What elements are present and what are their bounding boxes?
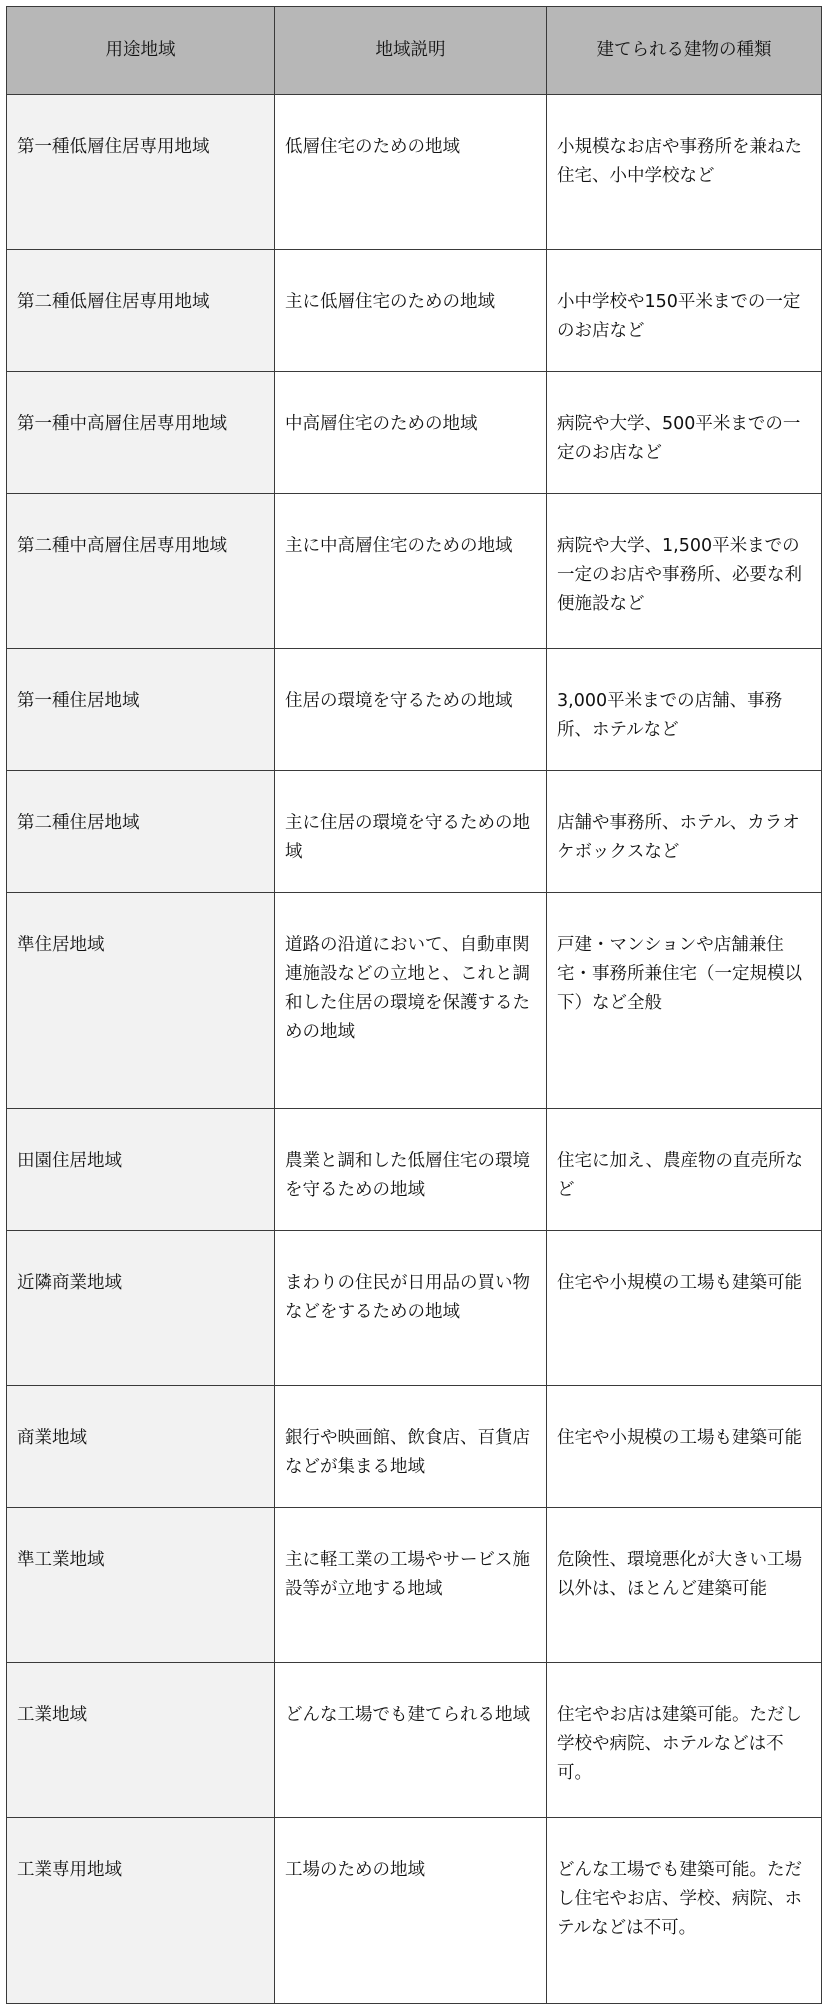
table-row	[7, 1386, 822, 1508]
table-row	[7, 1663, 822, 1818]
header-buildings: 建てられる建物の種類	[547, 7, 822, 95]
zone-cell: 第一種中高層住居専用地域	[7, 372, 275, 494]
description-cell: 住居の環境を守るための地域	[275, 649, 547, 771]
buildings-cell: 小中学校や150平米までの一定のお店など	[547, 250, 822, 372]
zone-cell: 商業地域	[7, 1386, 275, 1508]
description-cell: 中高層住宅のための地域	[275, 372, 547, 494]
description-cell: まわりの住民が日用品の買い物などをするための地域	[275, 1231, 547, 1386]
zoning-table	[6, 6, 822, 2004]
buildings-cell: 住宅や小規模の工場も建築可能	[547, 1231, 822, 1386]
table-row	[7, 372, 822, 494]
table-row	[7, 95, 822, 250]
buildings-cell: どんな工場でも建築可能。ただし住宅やお店、学校、病院、ホテルなどは不可。	[547, 1818, 822, 2004]
header-zone: 用途地域	[7, 7, 275, 95]
table-row	[7, 893, 822, 1109]
zone-cell: 近隣商業地域	[7, 1231, 275, 1386]
table-row	[7, 250, 822, 372]
description-cell: 主に低層住宅のための地域	[275, 250, 547, 372]
zone-cell: 田園住居地域	[7, 1109, 275, 1231]
buildings-cell: 3,000平米までの店舗、事務所、ホテルなど	[547, 649, 822, 771]
description-cell: 主に中高層住宅のための地域	[275, 494, 547, 649]
buildings-cell: 住宅に加え、農産物の直売所など	[547, 1109, 822, 1231]
table-row	[7, 771, 822, 893]
description-cell: どんな工場でも建てられる地域	[275, 1663, 547, 1818]
buildings-cell: 住宅や小規模の工場も建築可能	[547, 1386, 822, 1508]
table-row	[7, 494, 822, 649]
description-cell: 主に軽工業の工場やサービス施設等が立地する地域	[275, 1508, 547, 1663]
buildings-cell: 病院や大学、1,500平米までの一定のお店や事務所、必要な利便施設など	[547, 494, 822, 649]
description-cell: 低層住宅のための地域	[275, 95, 547, 250]
description-cell: 農業と調和した低層住宅の環境を守るための地域	[275, 1109, 547, 1231]
zone-cell: 工業地域	[7, 1663, 275, 1818]
table-row	[7, 1818, 822, 2004]
header-description: 地域説明	[275, 7, 547, 95]
table-row	[7, 1508, 822, 1663]
description-cell: 銀行や映画館、飲食店、百貨店などが集まる地域	[275, 1386, 547, 1508]
buildings-cell: 小規模なお店や事務所を兼ねた住宅、小中学校など	[547, 95, 822, 250]
zone-cell: 第一種住居地域	[7, 649, 275, 771]
zone-cell: 準住居地域	[7, 893, 275, 1109]
buildings-cell: 住宅やお店は建築可能。ただし学校や病院、ホテルなどは不可。	[547, 1663, 822, 1818]
zone-cell: 第二種低層住居専用地域	[7, 250, 275, 372]
description-cell: 工場のための地域	[275, 1818, 547, 2004]
table-row	[7, 1231, 822, 1386]
buildings-cell: 店舗や事務所、ホテル、カラオケボックスなど	[547, 771, 822, 893]
zone-cell: 第二種住居地域	[7, 771, 275, 893]
zone-cell: 工業専用地域	[7, 1818, 275, 2004]
description-cell: 道路の沿道において、自動車関連施設などの立地と、これと調和した住居の環境を保護するための地域	[275, 893, 547, 1109]
table-header-row	[7, 7, 822, 95]
zone-cell: 第二種中高層住居専用地域	[7, 494, 275, 649]
zone-cell: 第一種低層住居専用地域	[7, 95, 275, 250]
buildings-cell: 戸建・マンションや店舗兼住宅・事務所兼住宅（一定規模以下）など全般	[547, 893, 822, 1109]
buildings-cell: 危険性、環境悪化が大きい工場以外は、ほとんど建築可能	[547, 1508, 822, 1663]
table-row	[7, 1109, 822, 1231]
zone-cell: 準工業地域	[7, 1508, 275, 1663]
buildings-cell: 病院や大学、500平米までの一定のお店など	[547, 372, 822, 494]
table-row	[7, 649, 822, 771]
description-cell: 主に住居の環境を守るための地域	[275, 771, 547, 893]
